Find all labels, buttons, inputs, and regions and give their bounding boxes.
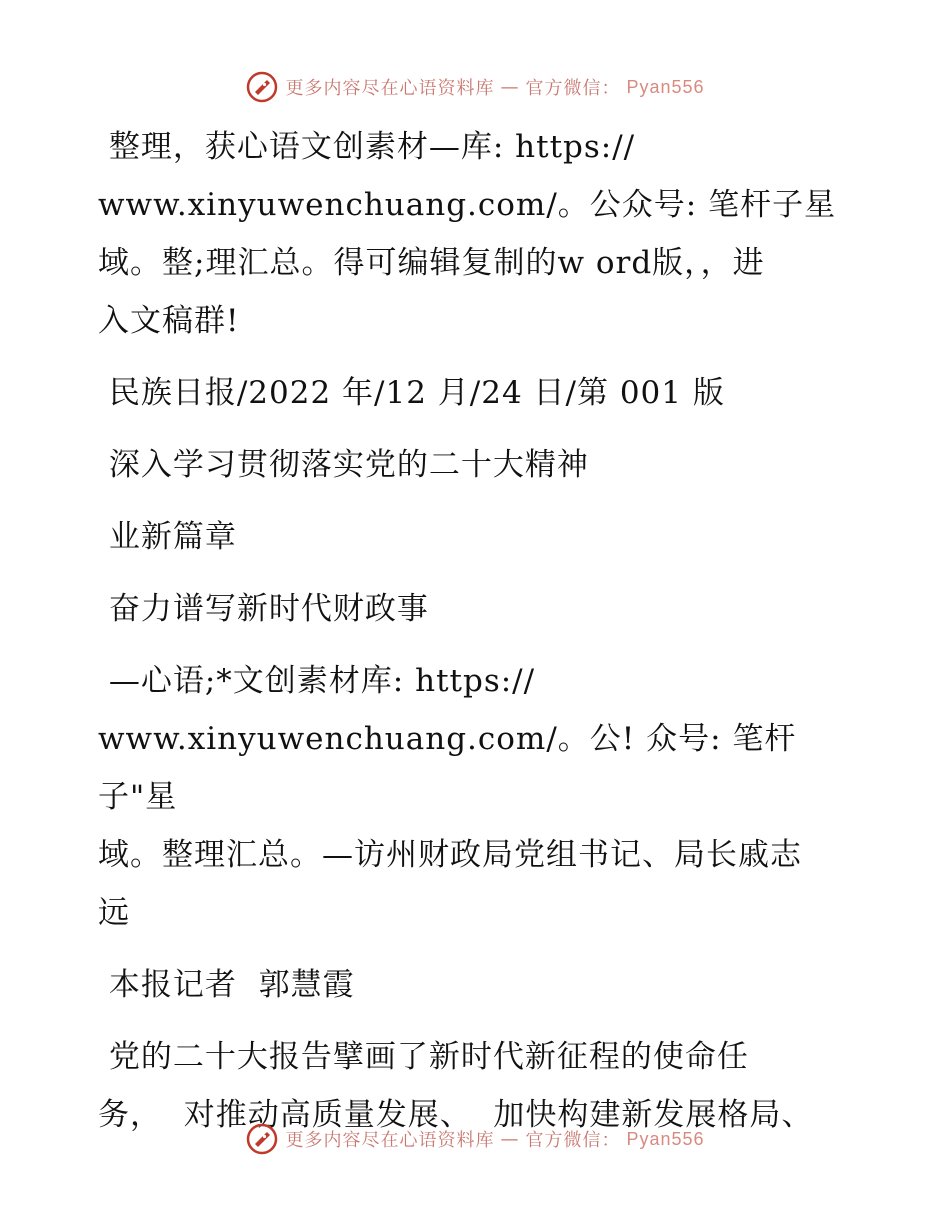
paragraph-source-line: 民族日报/2022 年/12 月/24 日/第 001 版 (98, 375, 725, 411)
pen-nib-logo-icon (245, 1122, 279, 1156)
paragraph-headline-3: 奋力谱写新时代财政事 (98, 591, 429, 627)
paragraph-headline-2: 业新篇章 (98, 519, 237, 555)
watermark-separator: — (500, 1128, 520, 1150)
footer-watermark (0, 1122, 950, 1156)
paragraph-intro-notice: 整理，获心语文创素材—库: https:// www.xinyuwenchuang.com/。公众号: 笔杆子星 域。整;理汇总。得可编辑复制的w ord版，，进 入文稿群! (98, 129, 837, 339)
watermark-wechat-id: Pyan556 (626, 76, 705, 97)
watermark-separator: — (500, 76, 520, 98)
header-watermark (0, 70, 950, 104)
paragraph-reporter: 本报记者 郭慧霞 (98, 967, 355, 1003)
watermark-official: 官方微信： (525, 1130, 621, 1151)
pen-nib-logo-icon (245, 70, 279, 104)
watermark-text: 更多内容尽在心语资料库 (285, 1130, 495, 1151)
document-body (98, 118, 858, 1158)
paragraph-headline-1: 深入学习贯彻落实党的二十大精神 (98, 447, 589, 483)
watermark-text: 更多内容尽在心语资料库 (285, 78, 495, 99)
watermark-official: 官方微信： (525, 78, 621, 99)
paragraph-body-start: 党的二十大报告擘画了新时代新征程的使命任 务， 对推动高质量发展、 加快构建新发展格局、 (98, 1039, 814, 1133)
paragraph-subtitle: —心语;*文创素材库: https:// www.xinyuwenchuang.com/。公! 众号: 笔杆子"星 域。整理汇总。—访州财政局党组书记、局长戚志 远 (98, 663, 802, 931)
watermark-wechat-id: Pyan556 (626, 1128, 705, 1149)
